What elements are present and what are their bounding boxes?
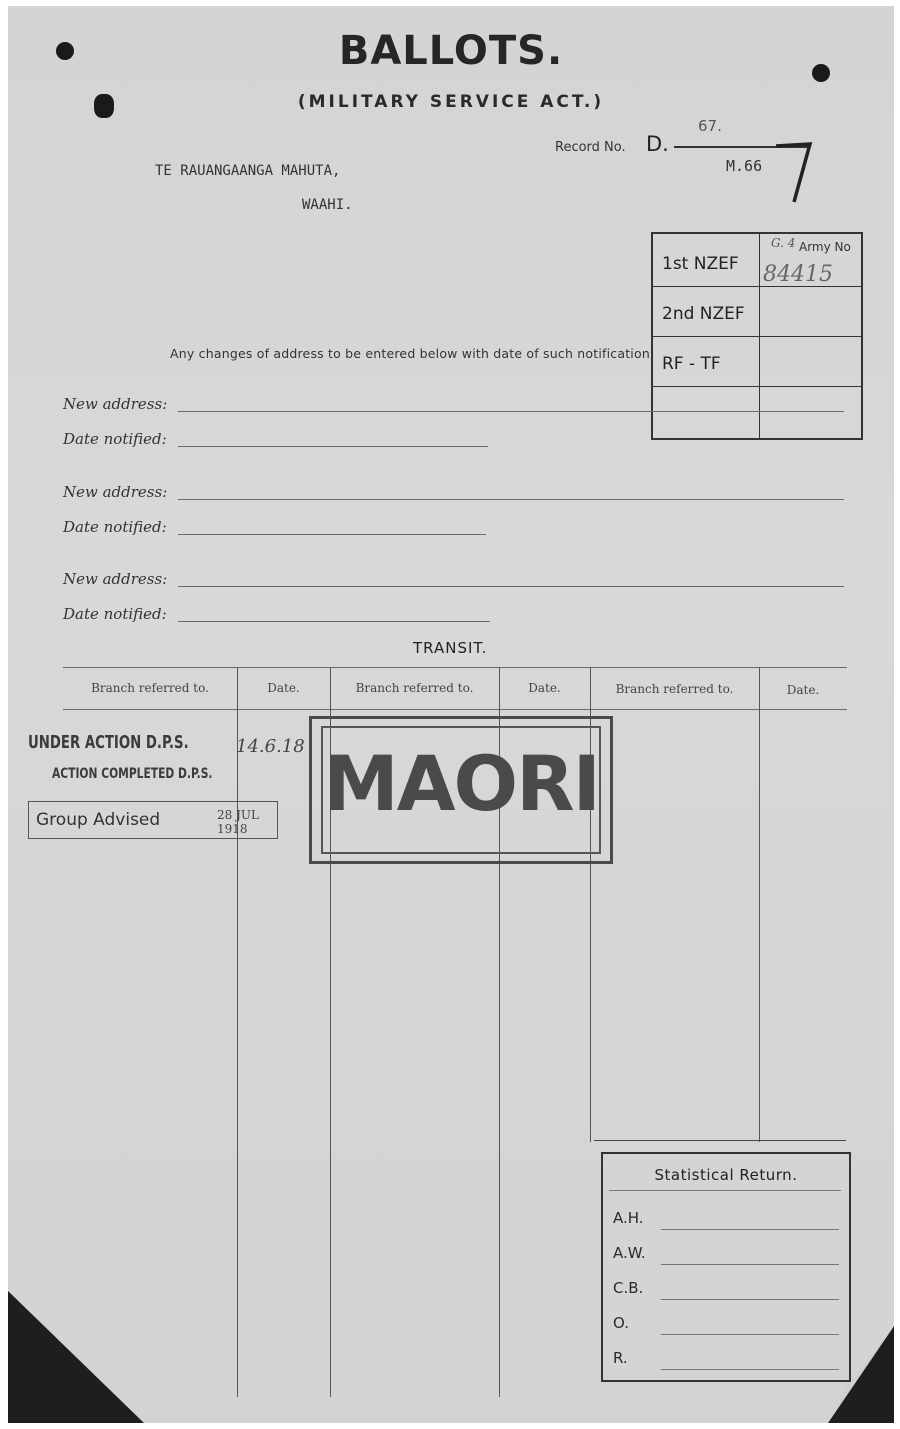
new-address-line	[178, 411, 844, 412]
maori-stamp	[309, 716, 613, 864]
transit-column-divider	[237, 667, 238, 1397]
statistical-return-title: Statistical Return.	[654, 1166, 798, 1184]
address-change-notice: Any changes of address to be entered below with date of such notification.	[170, 346, 655, 361]
transit-title: TRANSIT.	[413, 639, 488, 657]
date-notified-line	[178, 446, 488, 447]
stat-row-label: A.W.	[613, 1244, 646, 1262]
form-subtitle: (MILITARY SERVICE ACT.)	[297, 92, 605, 112]
transit-column-header: Date.	[267, 681, 300, 695]
record-mark	[772, 136, 816, 208]
army-row-label: 1st NZEF	[662, 254, 739, 274]
record-label: Record No.	[555, 140, 626, 155]
stat-row-label: A.H.	[613, 1209, 644, 1227]
record-prefix: D.	[646, 132, 669, 156]
army-box-row-line	[653, 336, 861, 337]
date-notified-line	[178, 621, 490, 622]
statistical-return-title-rule	[609, 1190, 841, 1191]
group-advised-label: Group Advised	[36, 810, 161, 830]
transit-header-rule	[63, 709, 847, 710]
date-notified-label: Date notified:	[63, 605, 167, 623]
transit-column-divider	[759, 667, 760, 1142]
transit-column-header: Branch referred to.	[615, 682, 734, 696]
bottom-left-corner-shadow	[8, 1291, 148, 1423]
group-advised-stamp	[28, 801, 278, 839]
under-action-date: 14.6.18	[236, 736, 305, 757]
transit-bottom-rule	[594, 1140, 846, 1141]
stat-row-line	[661, 1299, 839, 1300]
new-address-label: New address:	[63, 570, 168, 588]
new-address-line	[178, 499, 844, 500]
army-header-written: G. 4	[771, 236, 796, 250]
date-notified-label: Date notified:	[63, 430, 167, 448]
army-row-value: 84415	[763, 262, 833, 287]
stat-row-label: R.	[613, 1349, 628, 1367]
transit-column-header: Branch referred to.	[355, 681, 474, 695]
document-sheet	[8, 6, 894, 1423]
transit-column-header: Date.	[528, 681, 561, 695]
form-title: BALLOTS.	[338, 28, 564, 74]
stat-row-line	[661, 1264, 839, 1265]
new-address-label: New address:	[63, 395, 168, 413]
army-header-label: Army No	[799, 240, 851, 254]
army-box-row-line	[653, 386, 861, 387]
transit-column-header: Branch referred to.	[91, 681, 209, 695]
transit-top-rule	[63, 667, 847, 668]
record-number-bottom: M.66	[726, 157, 763, 175]
stat-row-line	[661, 1229, 839, 1230]
stat-row-label: O.	[613, 1314, 629, 1332]
action-completed-stamp: ACTION COMPLETED D.P.S.	[52, 766, 213, 782]
transit-column-header: Date.	[786, 683, 820, 697]
army-row-label: 2nd NZEF	[662, 304, 745, 324]
date-notified-label: Date notified:	[63, 518, 167, 536]
new-address-label: New address:	[63, 483, 168, 501]
army-number-box	[651, 232, 863, 440]
record-number-top: 67.	[698, 117, 722, 135]
bottom-right-corner-curl	[808, 1326, 894, 1423]
maori-stamp-text: MAORI	[323, 739, 599, 828]
army-row-label: RF - TF	[662, 354, 721, 374]
addressee-place: WAAHI.	[302, 197, 353, 213]
group-advised-date: 28 JUL 1918	[217, 808, 259, 836]
stat-row-label: C.B.	[613, 1279, 644, 1297]
new-address-line	[178, 586, 844, 587]
addressee-name: TE RAUANGAANGA MAHUTA,	[155, 163, 341, 179]
under-action-stamp: UNDER ACTION D.P.S.	[28, 732, 189, 753]
date-notified-line	[178, 534, 486, 535]
